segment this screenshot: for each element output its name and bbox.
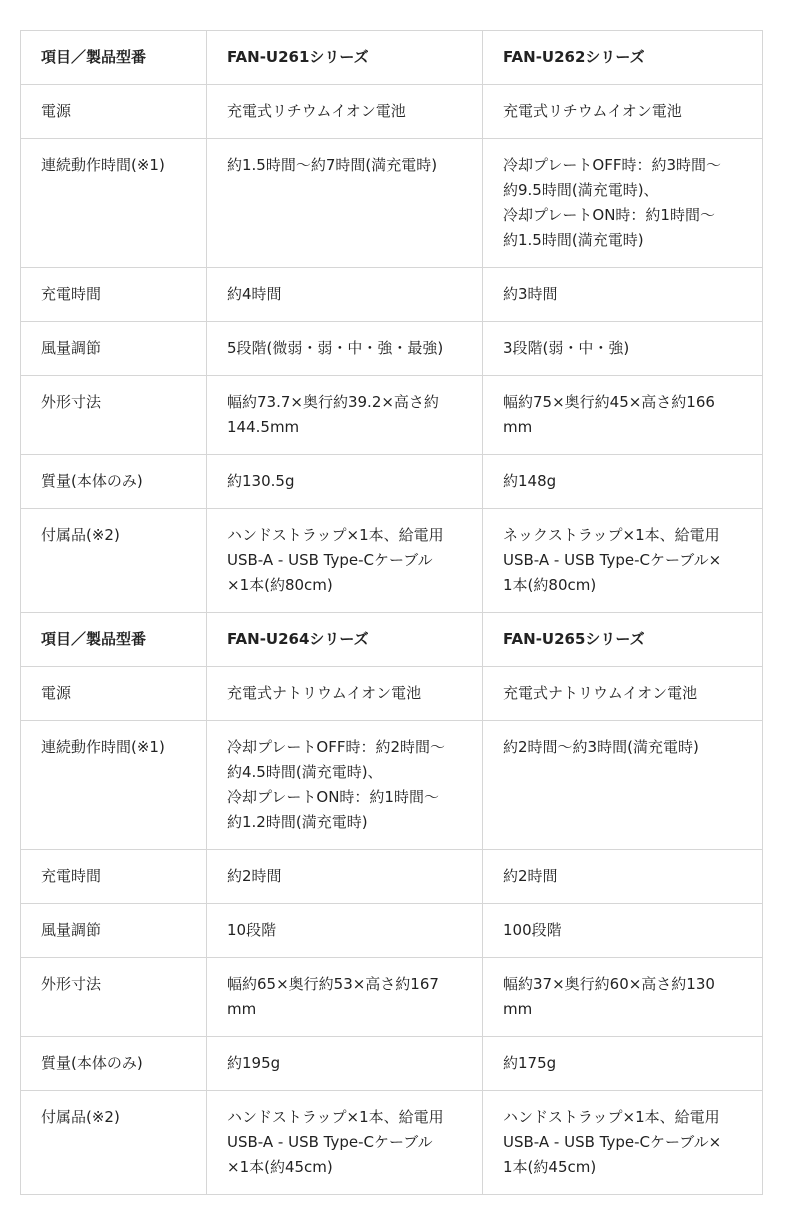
- header-item-label: 項目／製品型番: [21, 31, 207, 85]
- table-row-dimensions: [21, 376, 763, 455]
- cell-value: 約175g: [483, 1037, 763, 1091]
- table-row-charge-time: [21, 268, 763, 322]
- table-header-row: [21, 613, 763, 667]
- header-item-label: 項目／製品型番: [21, 613, 207, 667]
- table-row-charge-time: [21, 850, 763, 904]
- table-row-power: [21, 85, 763, 139]
- header-model-fan-u265: FAN-U265シリーズ: [483, 613, 763, 667]
- cell-value: ハンドストラップ×1本、給電用 USB-A - USB Type-Cケーブル ×1本(約45cm): [207, 1091, 483, 1195]
- cell-value: 約3時間: [483, 268, 763, 322]
- header-model-fan-u261: FAN-U261シリーズ: [207, 31, 483, 85]
- cell-value: 充電式リチウムイオン電池: [483, 85, 763, 139]
- table-row-accessories: [21, 509, 763, 613]
- cell-value: 幅約37×奥行約60×高さ約130 mm: [483, 958, 763, 1037]
- spec-comparison-table: [20, 30, 763, 1195]
- row-label: 風量調節: [21, 904, 207, 958]
- row-label: 質量(本体のみ): [21, 1037, 207, 1091]
- cell-value: ネックストラップ×1本、給電用 USB-A - USB Type-Cケーブル× 1本(約80cm): [483, 509, 763, 613]
- cell-value: 約1.5時間〜約7時間(満充電時): [207, 139, 483, 268]
- table-row-dimensions: [21, 958, 763, 1037]
- cell-value: 冷却プレートOFF時：約3時間〜 約9.5時間(満充電時)、 冷却プレートON時：約1時間〜 約1.5時間(満充電時): [483, 139, 763, 268]
- row-label: 電源: [21, 667, 207, 721]
- cell-value: 約130.5g: [207, 455, 483, 509]
- cell-value: 3段階(弱・中・強): [483, 322, 763, 376]
- row-label: 充電時間: [21, 268, 207, 322]
- table-row-mass: [21, 1037, 763, 1091]
- cell-value: ハンドストラップ×1本、給電用 USB-A - USB Type-Cケーブル ×1本(約80cm): [207, 509, 483, 613]
- cell-value: 約4時間: [207, 268, 483, 322]
- cell-value: 約2時間: [207, 850, 483, 904]
- row-label: 電源: [21, 85, 207, 139]
- cell-value: 約2時間〜約3時間(満充電時): [483, 721, 763, 850]
- row-label: 風量調節: [21, 322, 207, 376]
- header-model-fan-u264: FAN-U264シリーズ: [207, 613, 483, 667]
- cell-value: 幅約65×奥行約53×高さ約167 mm: [207, 958, 483, 1037]
- cell-value: 10段階: [207, 904, 483, 958]
- cell-value: 充電式リチウムイオン電池: [207, 85, 483, 139]
- table-header-row: [21, 31, 763, 85]
- cell-value: 幅約73.7×奥行約39.2×高さ約 144.5mm: [207, 376, 483, 455]
- row-label: 質量(本体のみ): [21, 455, 207, 509]
- cell-value: 5段階(微弱・弱・中・強・最強): [207, 322, 483, 376]
- table-row-wind-control: [21, 904, 763, 958]
- cell-value: 冷却プレートOFF時：約2時間〜 約4.5時間(満充電時)、 冷却プレートON時：約1時間〜 約1.2時間(満充電時): [207, 721, 483, 850]
- row-label: 連続動作時間(※1): [21, 139, 207, 268]
- row-label: 外形寸法: [21, 958, 207, 1037]
- table-row-runtime: [21, 721, 763, 850]
- cell-value: 幅約75×奥行約45×高さ約166 mm: [483, 376, 763, 455]
- cell-value: ハンドストラップ×1本、給電用 USB-A - USB Type-Cケーブル× 1本(約45cm): [483, 1091, 763, 1195]
- table-row-accessories: [21, 1091, 763, 1195]
- header-model-fan-u262: FAN-U262シリーズ: [483, 31, 763, 85]
- cell-value: 約195g: [207, 1037, 483, 1091]
- cell-value: 約2時間: [483, 850, 763, 904]
- cell-value: 100段階: [483, 904, 763, 958]
- table-row-runtime: [21, 139, 763, 268]
- row-label: 外形寸法: [21, 376, 207, 455]
- cell-value: 充電式ナトリウムイオン電池: [207, 667, 483, 721]
- table-row-wind-control: [21, 322, 763, 376]
- row-label: 連続動作時間(※1): [21, 721, 207, 850]
- row-label: 付属品(※2): [21, 509, 207, 613]
- row-label: 充電時間: [21, 850, 207, 904]
- table-row-mass: [21, 455, 763, 509]
- cell-value: 充電式ナトリウムイオン電池: [483, 667, 763, 721]
- table-row-power: [21, 667, 763, 721]
- row-label: 付属品(※2): [21, 1091, 207, 1195]
- cell-value: 約148g: [483, 455, 763, 509]
